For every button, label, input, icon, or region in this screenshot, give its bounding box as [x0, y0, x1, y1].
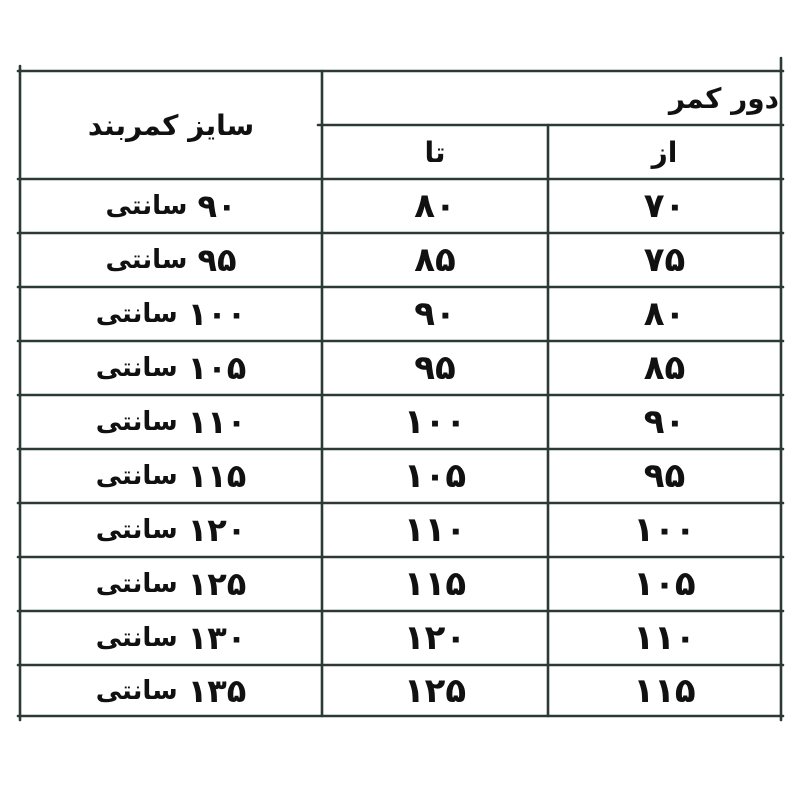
waist-to-cell: ۱۱۰ — [403, 510, 467, 550]
waist-from-cell: ۹۵ — [643, 456, 686, 496]
belt-size-cell — [22, 559, 320, 609]
unit-label: سانتی — [95, 461, 178, 491]
unit-label: سانتی — [105, 245, 188, 275]
waist-from-cell: ۷۰ — [643, 186, 686, 226]
waist-to-cell: ۱۲۵ — [403, 670, 467, 711]
belt-size-value: ۱۰۵ — [187, 349, 247, 387]
waist-to-cell: ۹۰ — [414, 294, 456, 334]
waist-from-cell: ۱۱۵ — [633, 670, 696, 711]
belt-size-value: ۱۱۵ — [187, 457, 247, 495]
belt-size-cell — [22, 397, 320, 447]
belt-size-value: ۱۳۵ — [187, 671, 247, 710]
belt-size-cell — [22, 289, 320, 339]
waist-column-header: دور کمر — [668, 81, 779, 115]
to-column-header: تا — [424, 135, 446, 169]
waist-from-cell: ۱۱۰ — [633, 618, 696, 658]
unit-label: سانتی — [95, 353, 178, 383]
waist-from-cell: ۸۰ — [643, 294, 686, 334]
unit-label: سانتی — [95, 623, 178, 653]
waist-from-cell: ۹۰ — [643, 402, 686, 442]
waist-to-cell: ۱۰۵ — [403, 456, 467, 496]
belt-size-value: ۱۲۰ — [187, 511, 247, 549]
waist-from-cell: ۱۰۰ — [633, 510, 696, 550]
belt-size-cell — [22, 343, 320, 393]
waist-from-cell: ۱۰۵ — [633, 564, 696, 604]
unit-label: سانتی — [95, 569, 178, 599]
belt-size-value: ۱۲۵ — [187, 565, 247, 603]
waist-to-cell: ۱۱۵ — [403, 564, 467, 604]
belt-size-cell — [22, 451, 320, 501]
unit-label: سانتی — [95, 299, 178, 329]
belt-size-value: ۱۳۰ — [187, 619, 247, 657]
waist-to-cell: ۹۵ — [414, 348, 456, 388]
waist-to-cell: ۱۲۰ — [403, 618, 467, 658]
belt-size-value: ۱۰۰ — [187, 295, 247, 333]
unit-label: سانتی — [95, 675, 178, 706]
waist-to-cell: ۸۰ — [414, 186, 456, 226]
waist-to-cell: ۸۵ — [414, 240, 456, 280]
belt-size-cell — [22, 613, 320, 663]
belt-size-value: ۹۰ — [197, 187, 237, 225]
waist-from-cell: ۷۵ — [643, 240, 686, 280]
size-column-header: سایز کمربند — [87, 108, 255, 142]
from-column-header: از — [651, 135, 678, 169]
belt-size-cell — [22, 505, 320, 555]
waist-to-cell: ۱۰۰ — [403, 402, 467, 442]
belt-size-cell — [22, 235, 320, 285]
belt-size-value: ۹۵ — [197, 241, 237, 279]
unit-label: سانتی — [95, 407, 178, 437]
belt-size-cell — [22, 667, 320, 714]
belt-size-cell — [22, 181, 320, 231]
unit-label: سانتی — [95, 515, 178, 545]
belt-size-value: ۱۱۰ — [187, 403, 247, 441]
unit-label: سانتی — [105, 191, 188, 221]
waist-from-cell: ۸۵ — [643, 348, 686, 388]
